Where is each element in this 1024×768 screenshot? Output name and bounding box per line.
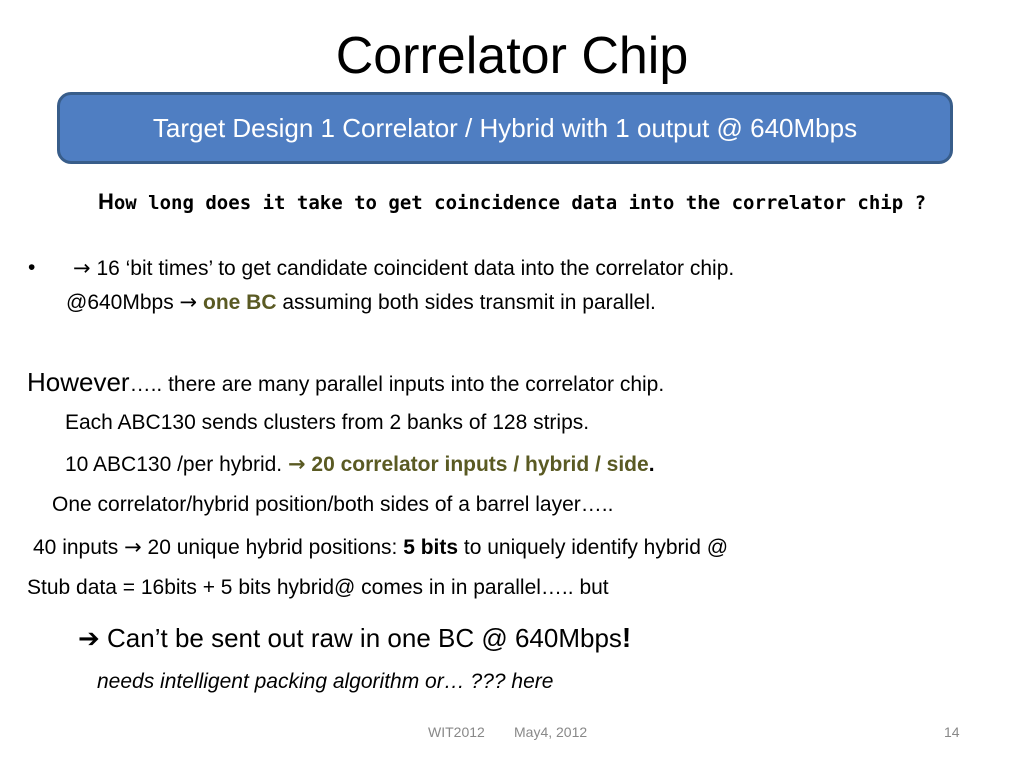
- slide-title: Correlator Chip: [335, 27, 689, 85]
- one-correlator-line: One correlator/hybrid position/both sides of a barrel layer…..: [52, 493, 614, 516]
- footer-event: WIT2012: [428, 724, 485, 740]
- cant-send-text: Can’t be sent out raw in one BC @ 640Mbps: [99, 623, 622, 653]
- inputs-suffix: to uniquely identify hybrid @: [458, 536, 729, 559]
- however-line: [27, 368, 664, 399]
- abc130-hybrid-prefix: 10 ABC130 /per hybrid.: [65, 453, 288, 476]
- inputs-prefix: 40 inputs: [33, 536, 125, 559]
- question-first-letter: H: [97, 189, 114, 214]
- stub-data-line: Stub data = 16bits + 5 bits hybrid@ comes in in parallel….. but: [27, 576, 609, 599]
- question-text: ow long does it take to get coincidence data into the correlator chip ?: [113, 192, 927, 214]
- footer-date: May4, 2012: [514, 724, 588, 740]
- cant-send-line: [78, 622, 631, 655]
- however-lead: However: [27, 367, 130, 397]
- target-design-banner: [57, 92, 953, 164]
- arrow-right-icon: →: [179, 290, 198, 314]
- bullet-marker: •: [28, 256, 36, 279]
- needs-algorithm-line: needs intelligent packing algorithm or… ??? here: [97, 670, 554, 693]
- arrow-right-icon: →: [124, 535, 142, 559]
- inputs-line: [33, 533, 728, 562]
- abc130-banks-line: Each ABC130 sends clusters from 2 banks of 128 strips.: [65, 411, 590, 434]
- bullet-line-1: [73, 254, 734, 283]
- one-bc-highlight: one BC: [197, 291, 277, 314]
- arrow-right-icon: →: [287, 452, 306, 476]
- heavy-arrow-right-icon: ➔: [78, 624, 100, 654]
- abc130-hybrid-line: [65, 450, 655, 479]
- bullet-line-2-suffix: assuming both sides transmit in parallel.: [276, 291, 656, 314]
- bullet-line-1-text: 16 ‘bit times’ to get candidate coincident data into the correlator chip.: [90, 257, 735, 280]
- bullet-line-2-prefix: @640Mbps: [66, 291, 180, 314]
- abc130-hybrid-dot: .: [648, 453, 655, 476]
- correlator-inputs-highlight: 20 correlator inputs / hybrid / side: [305, 453, 649, 476]
- five-bits-highlight: 5 bits: [403, 536, 459, 559]
- exclamation-mark: !: [621, 622, 632, 653]
- question-heading: [0, 188, 1024, 217]
- inputs-mid: 20 unique hybrid positions:: [141, 536, 404, 559]
- footer-page-number: 14: [944, 724, 960, 740]
- bullet-line-2: [66, 288, 656, 317]
- however-dots: …..: [129, 373, 163, 396]
- arrow-right-icon: →: [73, 256, 91, 280]
- banner-text: Target Design 1 Correlator / Hybrid with 1 output @ 640Mbps: [152, 112, 858, 143]
- however-text: there are many parallel inputs into the correlator chip.: [162, 373, 665, 396]
